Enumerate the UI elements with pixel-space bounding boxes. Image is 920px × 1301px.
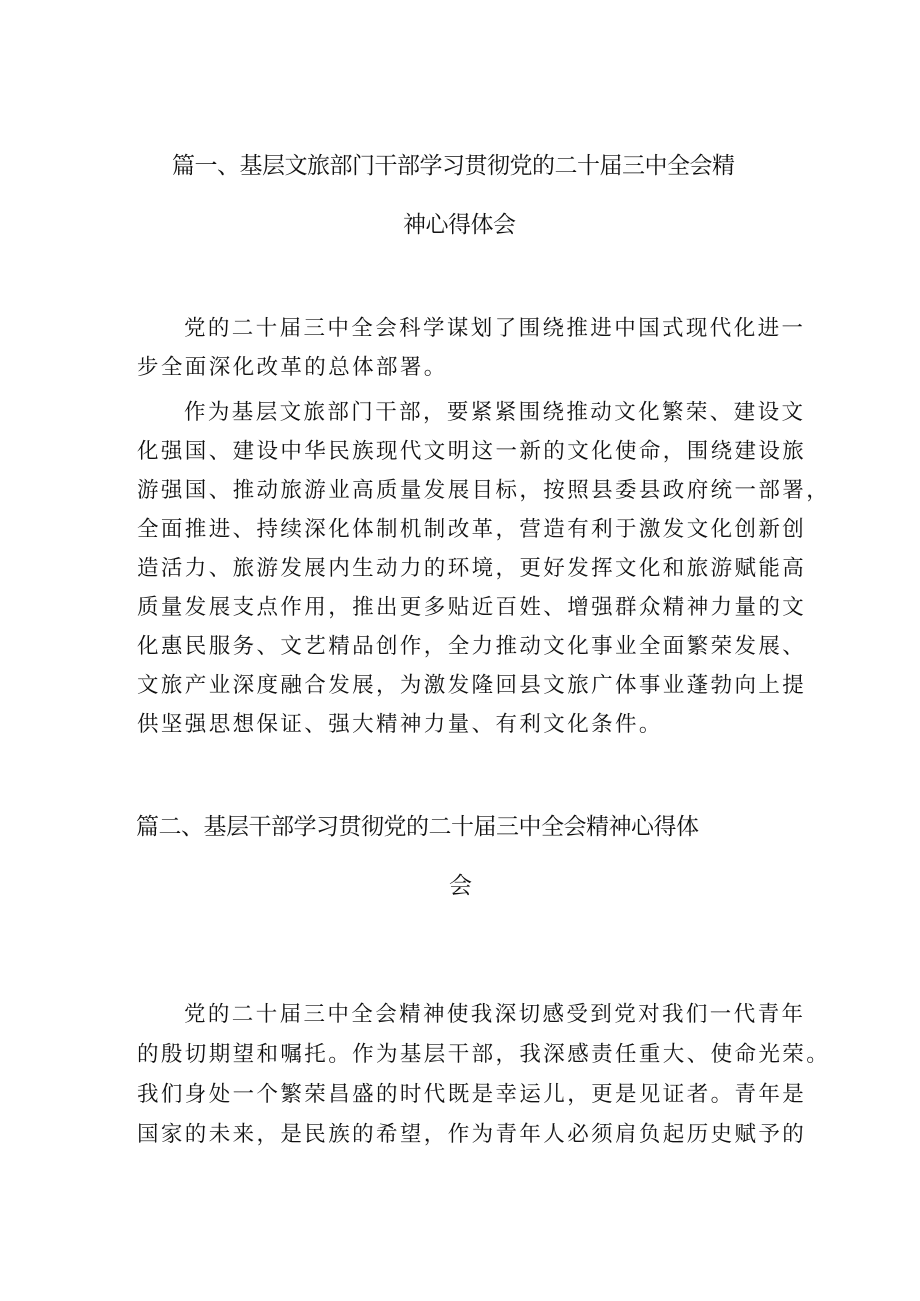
text-line: 作为基层文旅部门干部，要紧紧围绕推动文化繁荣、建设文	[184, 400, 806, 425]
text-line: 供坚强思想保证、强大精神力量、有利文化条件。	[137, 712, 663, 737]
section1-title-line: 神心得体会	[403, 212, 516, 238]
section2-title-line: 会	[449, 873, 472, 899]
text-line: 化强国、建设中华民族现代文明这一新的文化使命，围绕建设旅	[137, 439, 807, 464]
section2-title-line: 篇二、基层干部学习贯彻党的二十届三中全会精神心得体	[136, 814, 699, 840]
text-line: 化惠民服务、文艺精品创作，全力推动文化事业全面繁荣发展、	[137, 634, 807, 659]
text-line: 国家的未来，是民族的希望，作为青年人必须肩负起历史赋予的	[137, 1122, 807, 1147]
text-line: 全面推进、持续深化体制机制改革，营造有利于激发文化创新创	[137, 517, 807, 542]
text-line: 党的二十届三中全会精神使我深切感受到党对我们一代青年	[184, 1002, 806, 1027]
text-line: 的殷切期望和嘱托。作为基层干部，我深感责任重大、使命光荣。	[137, 1042, 831, 1067]
text-line: 质量发展支点作用，推出更多贴近百姓、增强群众精神力量的文	[137, 595, 807, 620]
text-line: 文旅产业深度融合发展，为激发隆回县文旅广体事业蓬勃向上提	[137, 673, 807, 698]
text-line: 造活力、旅游发展内生动力的环境，更好发挥文化和旅游赋能高	[137, 556, 807, 581]
text-line: 步全面深化改革的总体部署。	[137, 355, 448, 380]
text-line: 我们身处一个繁荣昌盛的时代既是幸运儿，更是见证者。青年是	[137, 1082, 807, 1107]
section1-title-line: 篇一、基层文旅部门干部学习贯彻党的二十届三中全会精	[172, 153, 735, 179]
text-line: 游强国、推动旅游业高质量发展目标，按照县委县政府统一部署，	[137, 478, 831, 503]
text-line: 党的二十届三中全会科学谋划了围绕推进中国式现代化进一	[184, 316, 806, 341]
